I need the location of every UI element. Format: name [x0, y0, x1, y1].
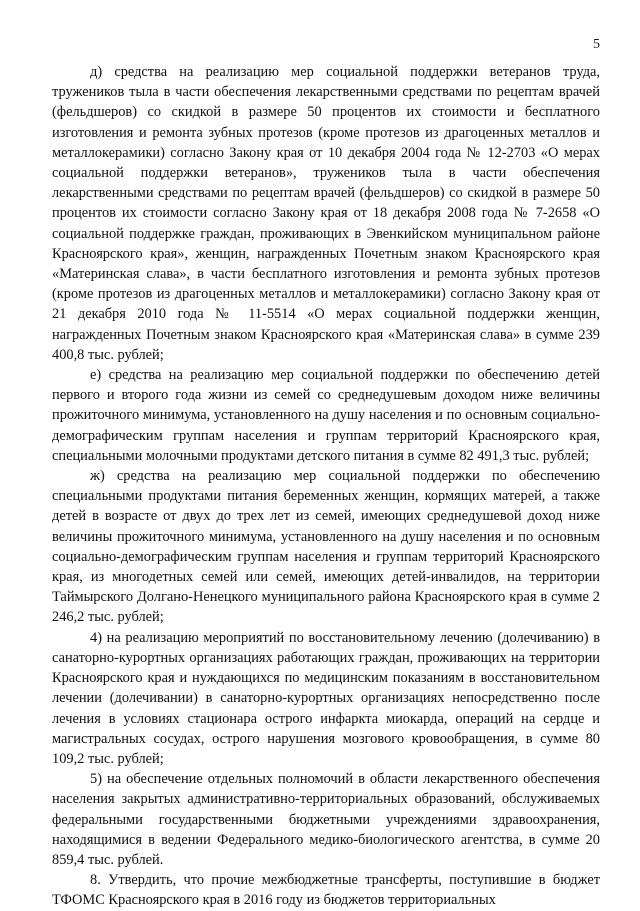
paragraph-5-drug-provision: 5) на обеспечение отдельных полномочий в области лекарственного обеспечения населения закрытых административно-территориальных образований, обслуживаемых федеральными государственными бюджетными учреждениями здравоохранения, находящимися в ведении Федерального медико-биологического агентства, в сумме 20 859,4 тыс. рублей.	[52, 771, 600, 868]
paragraph-4-rehabilitation: 4) на реализацию мероприятий по восстановительному лечению (долечиванию) в санаторно-курортных организациях работающих граждан, проживающих на территории Красноярского края и нуждающихся по медицинским показаниям в восстановительном лечении (долечивании) в санаторно-курортных организациях непосредственно после лечения в условиях стационара острого инфаркта миокарда, операций на сердце и магистральных сосудах, острого нарушения мозгового кровообращения, в сумме 80 109,2 тыс. рублей;	[52, 629, 600, 767]
paragraph-8-transfers: 8. Утвердить, что прочие межбюджетные трансферты, поступившие в бюджет ТФОМС Красноярского края в 2016 году из бюджетов территориальных	[52, 872, 600, 909]
paragraph-d-veterans-support: д) средства на реализацию мер социальной поддержки ветеранов труда, тружеников тыла в части обеспечения лекарственными средствами по рецептам врачей (фельдшеров) со скидкой в размере 50 процентов их стоимости и бесплатного изготовления и ремонта зубных протезов (кроме протезов из драгоценных металлов и металлокерамики) согласно Закону края от 10 декабря 2004 года № 12-2703 «О мерах социальной поддержки ветеранов», тружеников тыла в части обеспечения лекарственными средствами по рецептам врачей (фельдшеров) со скидкой в размере 50 процентов их стоимости согласно Закону края от 18 декабря 2008 года № 7-2658 «О социальной поддержке граждан, проживающих в Эвенкийском муниципальном районе Красноярского края», женщин, награжденных Почетным знаком Красноярского края «Материнская слава», в части бесплатного изготовления и ремонта зубных протезов (кроме протезов из драгоценных металлов и металлокерамики) согласно Закону края от 21 декабря 2010 года № 11-5514 «О мерах социальной поддержки женщин, награжденных Почетным знаком Красноярского края «Материнская слава» в сумме 239 400,8 тыс. рублей;	[52, 64, 600, 363]
document-body	[52, 62, 600, 911]
page-number: 5	[593, 37, 600, 52]
paragraph-e-infant-nutrition: е) средства на реализацию мер социальной поддержки по обеспечению детей первого и второго года жизни из семей со среднедушевым доходом ниже величины прожиточного минимума, установленного на душу населения и по основным социально-демографическим группам населения и группам территорий Красноярского края, специальными молочными продуктами детского питания в сумме 82 491,3 тыс. рублей;	[52, 367, 600, 464]
paragraph-zh-special-nutrition: ж) средства на реализацию мер социальной поддержки по обеспечению специальными продуктами питания беременных женщин, кормящих матерей, а также детей в возрасте от двух до трех лет из семей, имеющих среднедушевой доход ниже величины прожиточного минимума, установленного на душу населения и по основным социально-демографическим группам населения и группам территорий Красноярского края, из многодетных семей или семей, имеющих детей-инвалидов, на территории Таймырского Долгано-Ненецкого муниципального района Красноярского края в сумме 2 246,2 тыс. рублей;	[52, 468, 600, 626]
